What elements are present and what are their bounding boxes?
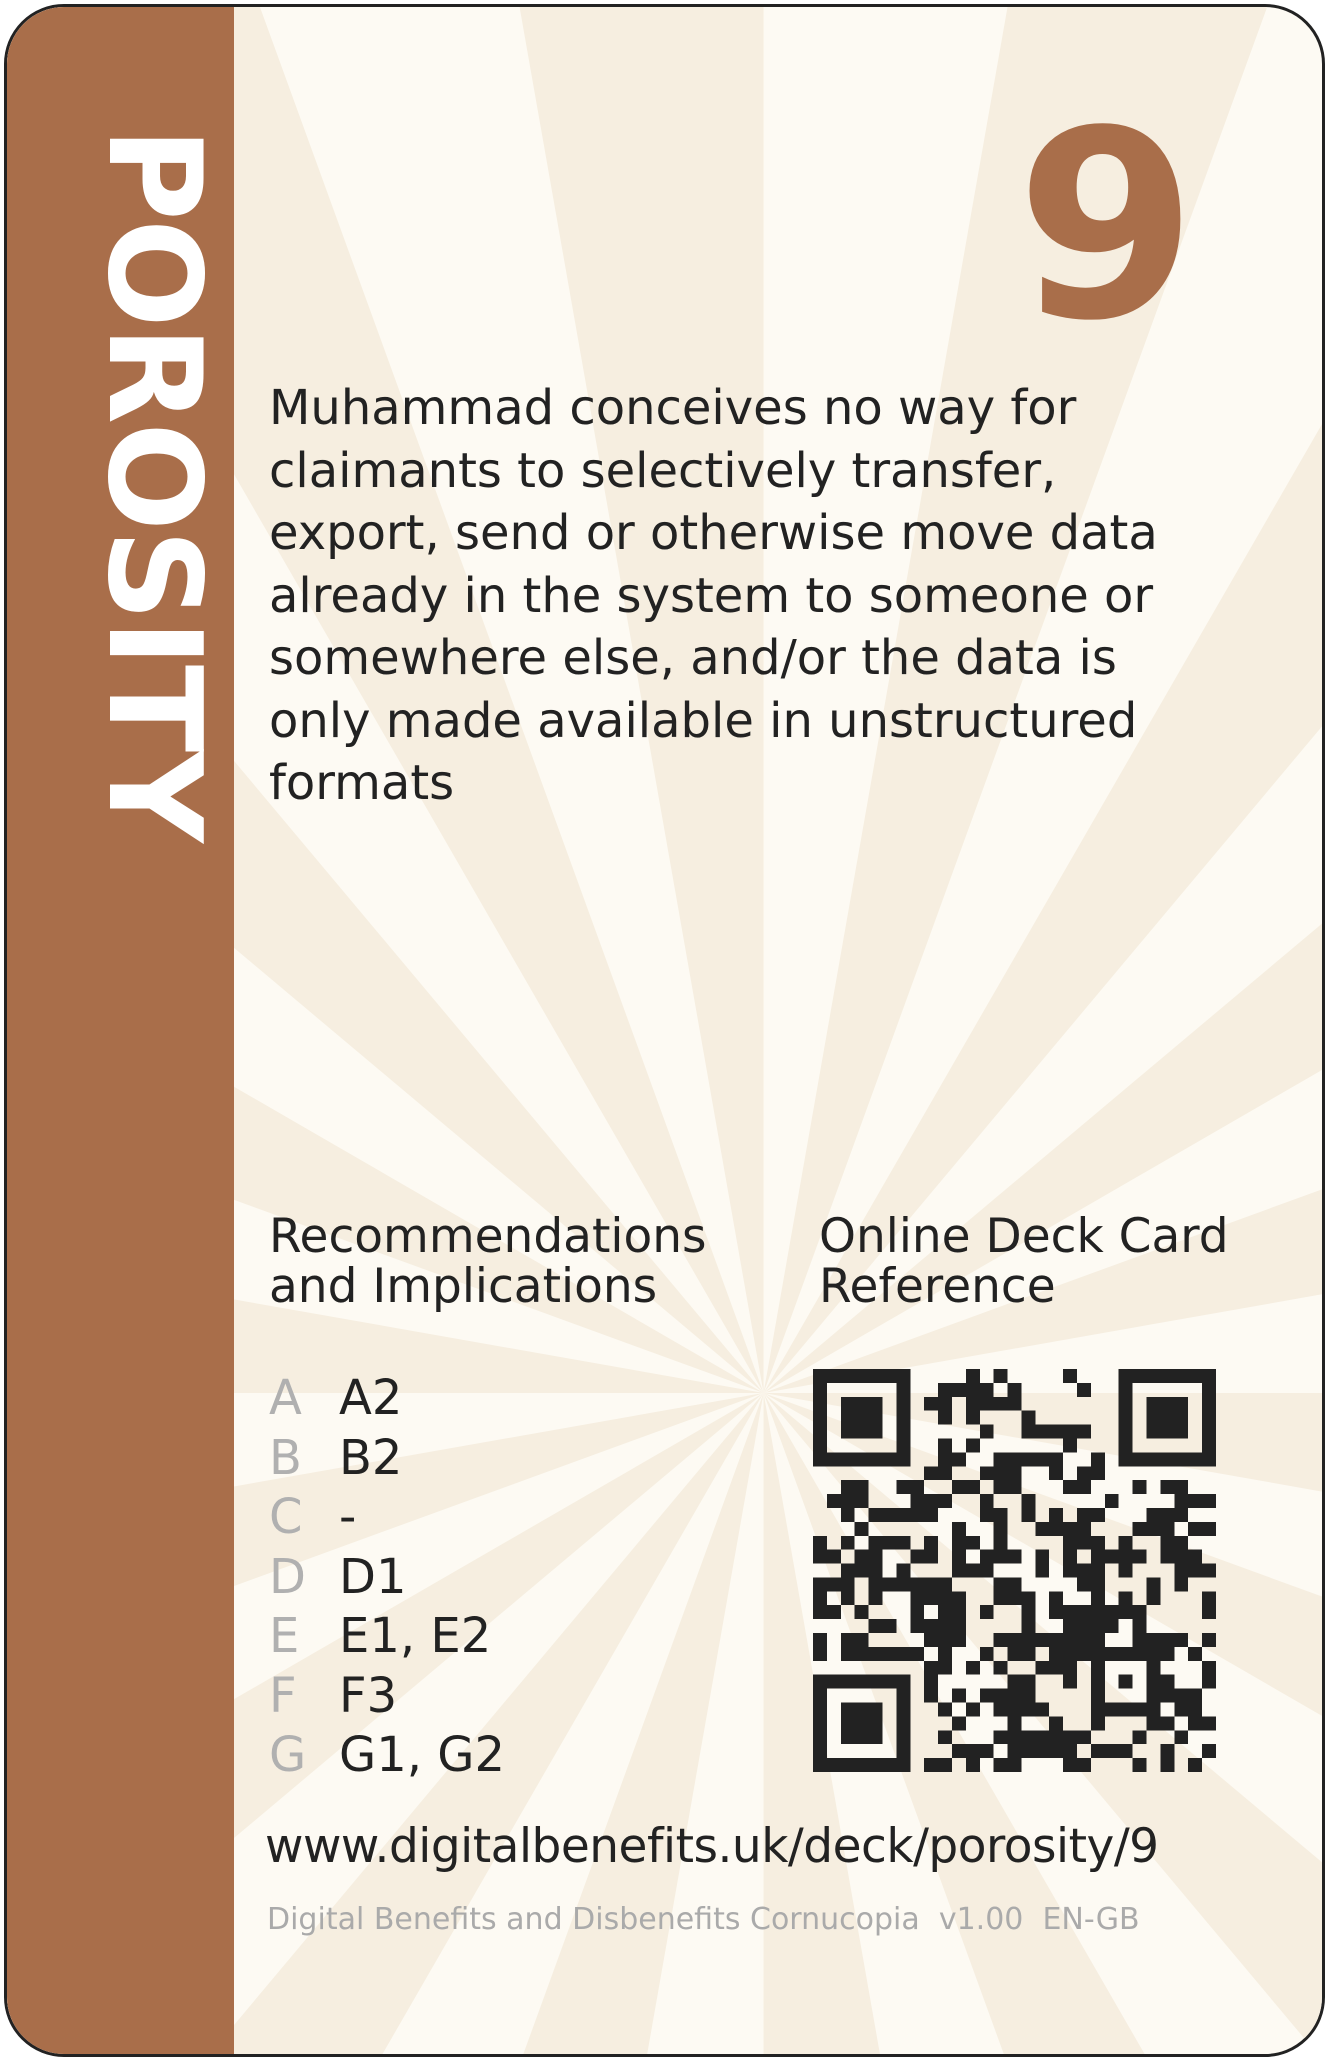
rec-value: B2 <box>339 1429 403 1486</box>
rec-letter: F <box>269 1667 297 1724</box>
playing-card <box>4 4 1325 2057</box>
qr-code-icon[interactable] <box>813 1369 1216 1772</box>
rec-value: A2 <box>339 1370 403 1426</box>
list-item <box>269 1548 505 1608</box>
deck-heading-line1: Online Deck Card <box>819 1209 1229 1264</box>
rec-letter: D <box>269 1548 306 1605</box>
list-item <box>269 1429 505 1489</box>
rec-value: - <box>339 1489 357 1545</box>
recommendations-heading-line2: and Implications <box>269 1259 658 1314</box>
rec-value: G1, G2 <box>339 1727 505 1783</box>
card-number: 9 <box>1016 76 1197 378</box>
rec-letter: B <box>269 1429 302 1486</box>
card-url: www.digitalbenefits.uk/deck/porosity/9 <box>265 1819 1159 1874</box>
list-item <box>269 1726 505 1786</box>
recommendations-heading <box>269 1209 769 1314</box>
deck-reference-heading <box>819 1209 1289 1314</box>
recommendations-list <box>269 1369 505 1786</box>
deck-heading-line2: Reference <box>819 1259 1056 1314</box>
suit-sidebar <box>7 7 234 2054</box>
list-item <box>269 1369 505 1429</box>
rec-value: D1 <box>339 1548 407 1605</box>
list-item <box>269 1488 505 1548</box>
deck-footer: Digital Benefits and Disbenefits Cornucopia v1.00 EN-GB <box>267 1902 1140 1937</box>
rec-letter: G <box>269 1727 307 1783</box>
rec-letter: E <box>269 1608 300 1664</box>
rec-value: F3 <box>339 1667 398 1724</box>
rec-letter: C <box>269 1489 303 1545</box>
list-item <box>269 1607 505 1667</box>
card-description: Muhammad conceives no way for claimants to selectively transfer, export, send or otherwise move data already in the system to someone or somewhere else, and/or the data is only made available in unstructured formats <box>269 380 1158 811</box>
rec-letter: A <box>269 1370 302 1426</box>
list-item <box>269 1667 505 1727</box>
recommendations-heading-line1: Recommendations <box>269 1209 707 1264</box>
suit-title <box>77 127 228 841</box>
suit-title-text: POROSITY <box>79 127 228 841</box>
rec-value: E1, E2 <box>339 1608 492 1664</box>
